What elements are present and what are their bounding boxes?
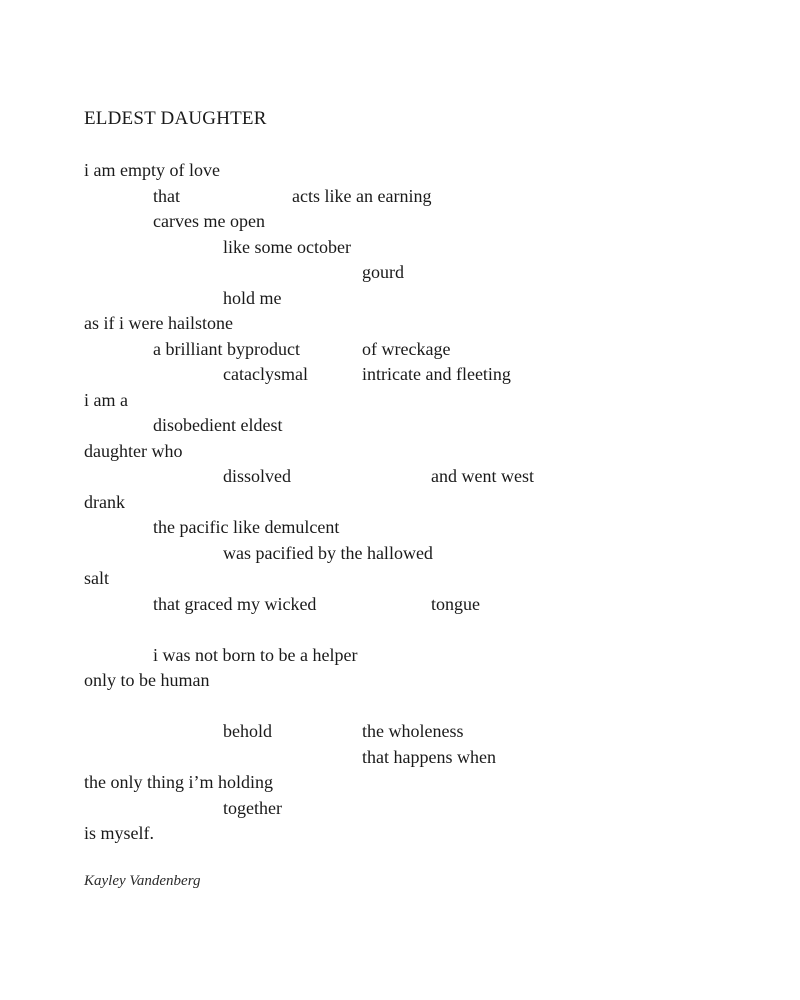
poem-line	[84, 796, 764, 822]
poem-line-text: the only thing i’m holding	[84, 772, 273, 792]
poem-line-text: was pacified by the hallowed	[223, 542, 433, 563]
poem-line-text: tongue	[431, 593, 480, 614]
poem-line	[84, 719, 764, 745]
poem-line-text: carves me open	[153, 211, 265, 231]
poem-line	[84, 541, 764, 567]
poem-line-text: salt	[84, 568, 109, 588]
poem-line-text: that happens when	[362, 746, 496, 767]
poem-line-text: daughter who	[84, 440, 183, 461]
poem-line	[84, 490, 764, 516]
poem-line-text: i was not born to be a helper	[153, 644, 358, 665]
stanza-break	[84, 617, 764, 643]
poem-line	[84, 235, 764, 261]
poem-line	[84, 464, 764, 490]
poem-line	[84, 668, 764, 694]
poem-line-text: dissolved	[223, 466, 292, 486]
poem-line	[84, 337, 764, 363]
poem-line-text: is myself.	[84, 823, 154, 843]
poem-body	[84, 158, 764, 847]
poem-line	[84, 158, 764, 184]
poem-line-text: the wholeness	[362, 721, 464, 741]
poem-line	[84, 413, 764, 439]
poem-line	[84, 260, 764, 286]
poem-line	[84, 362, 764, 388]
poem-line-text: and went west	[431, 466, 534, 486]
stanza-break	[84, 694, 764, 720]
poem-line	[84, 566, 764, 592]
poem-line	[84, 439, 764, 465]
poem-line-text: disobedient eldest	[153, 415, 283, 435]
poem-line-text: a brilliant byproduct	[153, 338, 300, 359]
poem-line-text: like some october	[223, 236, 351, 257]
poem-line-text: that	[153, 185, 180, 206]
poem-line	[84, 745, 764, 771]
poem-line-text: acts like an earning	[292, 185, 432, 206]
author-signature: Kayley Vandenberg	[84, 873, 201, 889]
poem-line-text: drank	[84, 491, 125, 512]
poem-line-text: cataclysmal	[223, 364, 308, 384]
poem-line	[84, 515, 764, 541]
poem-line	[84, 184, 764, 210]
poem-line-text: of wreckage	[362, 338, 451, 359]
poem-line-text: as if i were hailstone	[84, 313, 233, 333]
poem-line	[84, 388, 764, 414]
poem-line-text: the pacific like demulcent	[153, 517, 340, 537]
poem-line	[84, 286, 764, 312]
poem-line-text: only to be human	[84, 670, 210, 690]
poem-line-text: that graced my wicked	[153, 593, 317, 614]
poem-line-text: gourd	[362, 262, 404, 282]
poem-line-text: i am empty of love	[84, 160, 220, 180]
poem-line-text: intricate and fleeting	[362, 364, 511, 384]
poem-line-text: i am a	[84, 389, 128, 410]
poem-line	[84, 770, 764, 796]
poem-line-text: hold me	[223, 287, 282, 308]
poem-line	[84, 643, 764, 669]
poem-title: ELDEST DAUGHTER	[84, 108, 267, 129]
poem-line-text: together	[223, 797, 282, 818]
poem-line	[84, 821, 764, 847]
poem-line	[84, 311, 764, 337]
poem-line	[84, 592, 764, 618]
poem-line	[84, 209, 764, 235]
poem-line-text: behold	[223, 721, 272, 741]
